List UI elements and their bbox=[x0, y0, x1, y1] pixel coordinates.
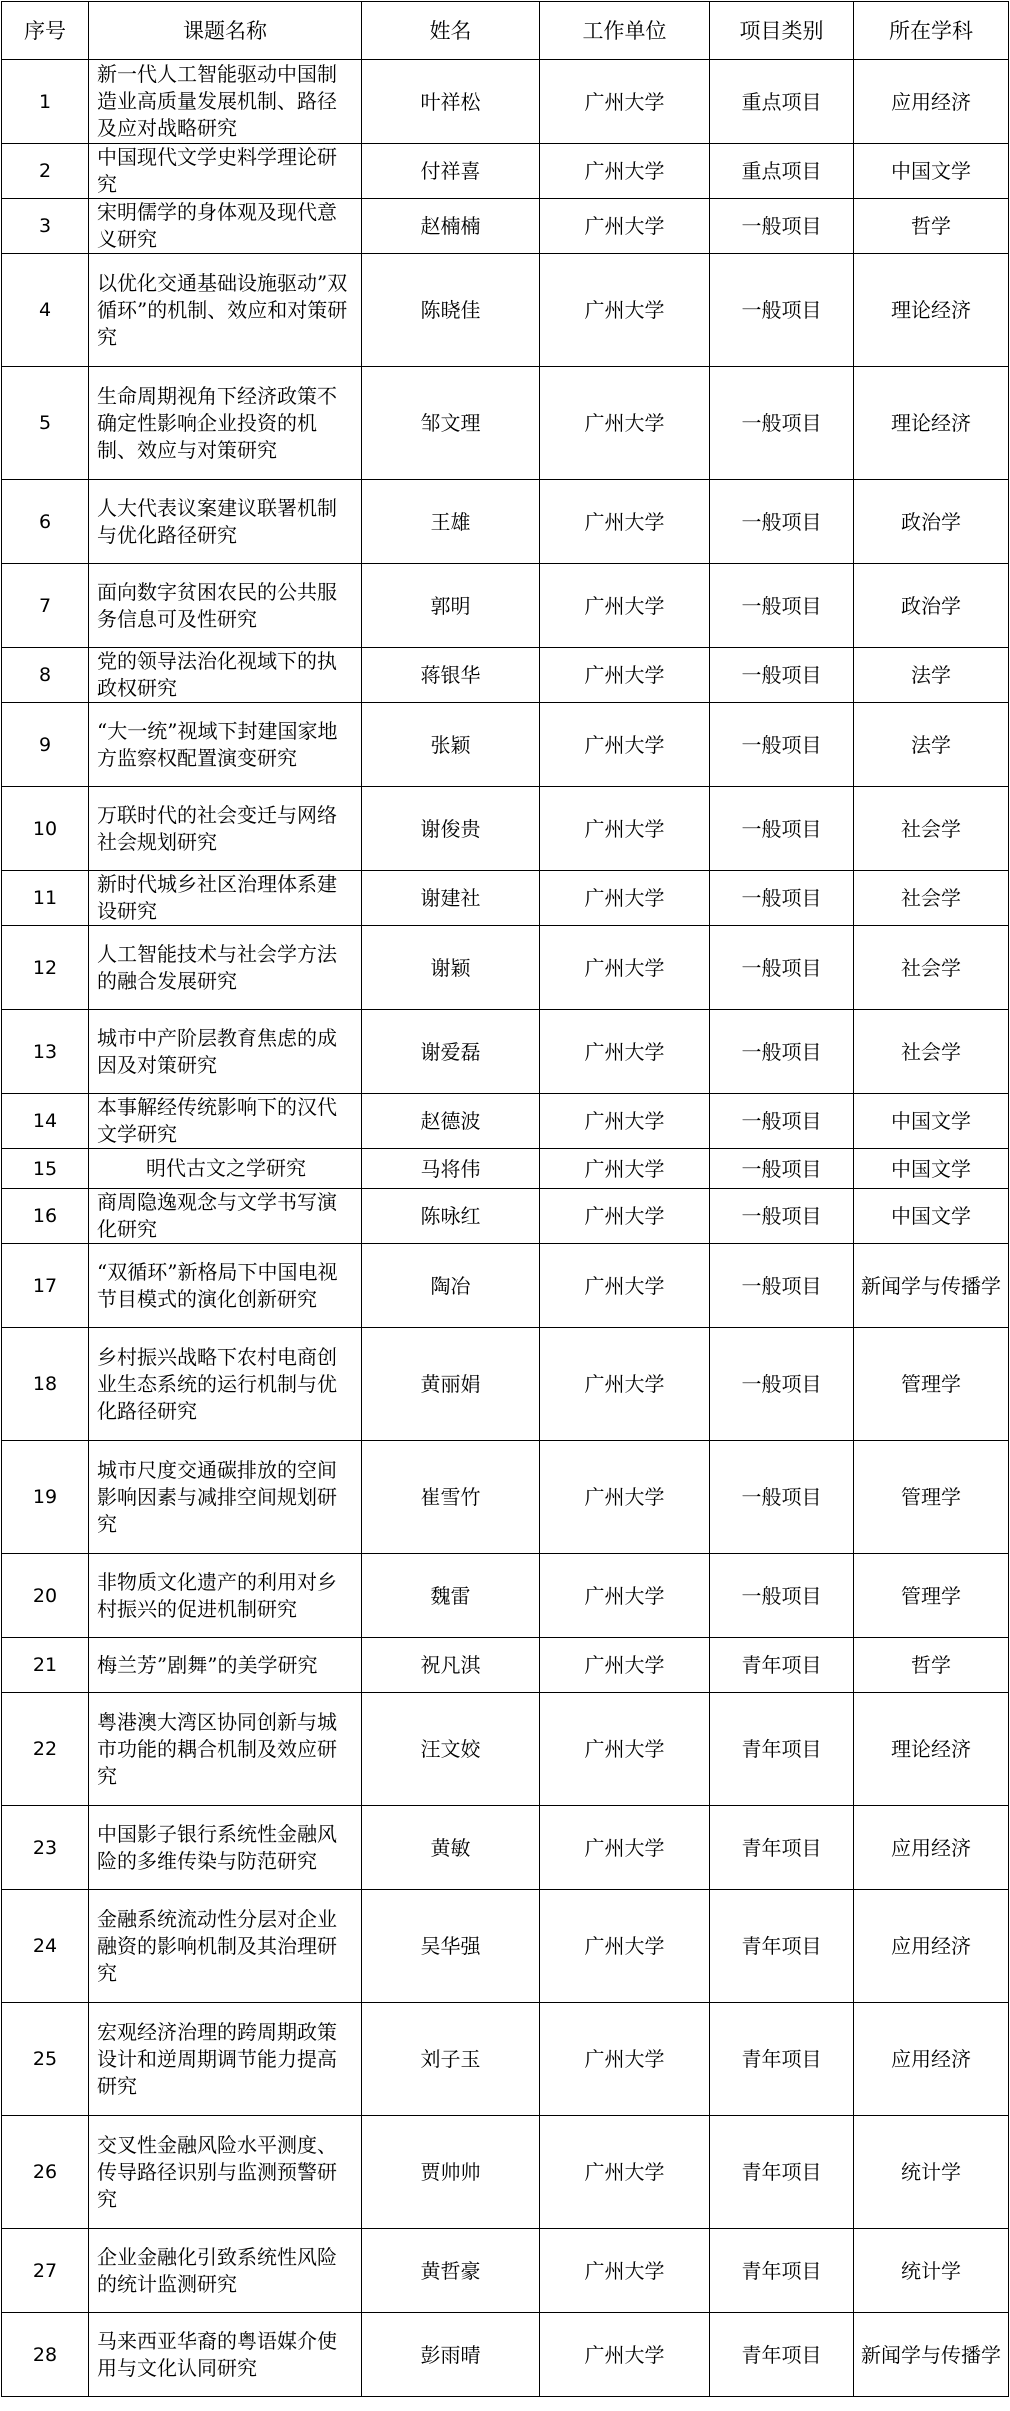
discipline: 法学 bbox=[854, 703, 1009, 787]
table-row bbox=[2, 1806, 1009, 1890]
row-number: 9 bbox=[2, 703, 89, 787]
project-category: 一般项目 bbox=[710, 1554, 854, 1638]
project-title: 人工智能技术与社会学方法的融合发展研究 bbox=[89, 926, 362, 1010]
researcher-name: 郭明 bbox=[362, 564, 540, 648]
discipline: 应用经济 bbox=[854, 1806, 1009, 1890]
discipline: 社会学 bbox=[854, 926, 1009, 1010]
row-number: 4 bbox=[2, 254, 89, 367]
project-title: 人大代表议案建议联署机制与优化路径研究 bbox=[89, 480, 362, 564]
project-title: 粤港澳大湾区协同创新与城市功能的耦合机制及效应研究 bbox=[89, 1693, 362, 1806]
researcher-name: 刘子玉 bbox=[362, 2003, 540, 2116]
row-number: 7 bbox=[2, 564, 89, 648]
work-unit: 广州大学 bbox=[540, 199, 710, 254]
row-number: 27 bbox=[2, 2229, 89, 2313]
work-unit: 广州大学 bbox=[540, 564, 710, 648]
researcher-name: 付祥喜 bbox=[362, 144, 540, 199]
researcher-name: 谢爱磊 bbox=[362, 1010, 540, 1094]
project-title: 乡村振兴战略下农村电商创业生态系统的运行机制与优化路径研究 bbox=[89, 1328, 362, 1441]
project-title: 马来西亚华裔的粤语媒介使用与文化认同研究 bbox=[89, 2313, 362, 2397]
project-title: 宋明儒学的身体观及现代意义研究 bbox=[89, 199, 362, 254]
project-category: 青年项目 bbox=[710, 1890, 854, 2003]
table-row bbox=[2, 1328, 1009, 1441]
researcher-name: 崔雪竹 bbox=[362, 1441, 540, 1554]
project-title: 新时代城乡社区治理体系建设研究 bbox=[89, 871, 362, 926]
discipline: 理论经济 bbox=[854, 1693, 1009, 1806]
discipline: 政治学 bbox=[854, 480, 1009, 564]
discipline: 中国文学 bbox=[854, 144, 1009, 199]
row-number: 10 bbox=[2, 787, 89, 871]
row-number: 18 bbox=[2, 1328, 89, 1441]
project-list-table bbox=[1, 1, 1009, 2397]
project-category: 一般项目 bbox=[710, 1441, 854, 1554]
table-row bbox=[2, 787, 1009, 871]
project-category: 一般项目 bbox=[710, 1010, 854, 1094]
project-category: 一般项目 bbox=[710, 1189, 854, 1244]
project-category: 一般项目 bbox=[710, 564, 854, 648]
researcher-name: 陶冶 bbox=[362, 1244, 540, 1328]
researcher-name: 张颖 bbox=[362, 703, 540, 787]
project-category: 一般项目 bbox=[710, 1149, 854, 1189]
project-category: 一般项目 bbox=[710, 1244, 854, 1328]
project-title: “大一统”视域下封建国家地方监察权配置演变研究 bbox=[89, 703, 362, 787]
discipline: 中国文学 bbox=[854, 1149, 1009, 1189]
project-title: 万联时代的社会变迁与网络社会规划研究 bbox=[89, 787, 362, 871]
project-category: 青年项目 bbox=[710, 2229, 854, 2313]
project-title: 梅兰芳”剧舞”的美学研究 bbox=[89, 1638, 362, 1693]
project-title: 新一代人工智能驱动中国制造业高质量发展机制、路径及应对战略研究 bbox=[89, 60, 362, 144]
researcher-name: 魏雷 bbox=[362, 1554, 540, 1638]
project-category: 一般项目 bbox=[710, 480, 854, 564]
project-title: 面向数字贫困农民的公共服务信息可及性研究 bbox=[89, 564, 362, 648]
work-unit: 广州大学 bbox=[540, 1244, 710, 1328]
work-unit: 广州大学 bbox=[540, 2003, 710, 2116]
row-number: 22 bbox=[2, 1693, 89, 1806]
table-row bbox=[2, 2116, 1009, 2229]
project-category: 青年项目 bbox=[710, 2116, 854, 2229]
row-number: 17 bbox=[2, 1244, 89, 1328]
work-unit: 广州大学 bbox=[540, 1010, 710, 1094]
table-row bbox=[2, 60, 1009, 144]
work-unit: 广州大学 bbox=[540, 787, 710, 871]
project-category: 一般项目 bbox=[710, 871, 854, 926]
project-category: 青年项目 bbox=[710, 1693, 854, 1806]
table-body bbox=[2, 60, 1009, 2397]
researcher-name: 祝凡淇 bbox=[362, 1638, 540, 1693]
work-unit: 广州大学 bbox=[540, 648, 710, 703]
project-category: 青年项目 bbox=[710, 1806, 854, 1890]
table-row bbox=[2, 1010, 1009, 1094]
project-category: 一般项目 bbox=[710, 787, 854, 871]
researcher-name: 邹文理 bbox=[362, 367, 540, 480]
row-number: 26 bbox=[2, 2116, 89, 2229]
table-row bbox=[2, 871, 1009, 926]
row-number: 28 bbox=[2, 2313, 89, 2397]
table-row bbox=[2, 1149, 1009, 1189]
header-discipline: 所在学科 bbox=[854, 2, 1009, 60]
table-row bbox=[2, 199, 1009, 254]
project-category: 一般项目 bbox=[710, 254, 854, 367]
project-title: 商周隐逸观念与文学书写演化研究 bbox=[89, 1189, 362, 1244]
discipline: 应用经济 bbox=[854, 60, 1009, 144]
researcher-name: 黄敏 bbox=[362, 1806, 540, 1890]
project-category: 青年项目 bbox=[710, 1638, 854, 1693]
table-row bbox=[2, 2313, 1009, 2397]
discipline: 应用经济 bbox=[854, 1890, 1009, 2003]
table-row bbox=[2, 480, 1009, 564]
project-category: 一般项目 bbox=[710, 926, 854, 1010]
project-title: 交叉性金融风险水平测度、传导路径识别与监测预警研究 bbox=[89, 2116, 362, 2229]
discipline: 社会学 bbox=[854, 871, 1009, 926]
work-unit: 广州大学 bbox=[540, 60, 710, 144]
header-category: 项目类别 bbox=[710, 2, 854, 60]
work-unit: 广州大学 bbox=[540, 480, 710, 564]
researcher-name: 黄哲豪 bbox=[362, 2229, 540, 2313]
project-title: 中国影子银行系统性金融风险的多维传染与防范研究 bbox=[89, 1806, 362, 1890]
discipline: 管理学 bbox=[854, 1328, 1009, 1441]
table-row bbox=[2, 1693, 1009, 1806]
discipline: 社会学 bbox=[854, 1010, 1009, 1094]
discipline: 管理学 bbox=[854, 1441, 1009, 1554]
discipline: 应用经济 bbox=[854, 2003, 1009, 2116]
row-number: 23 bbox=[2, 1806, 89, 1890]
project-title: 生命周期视角下经济政策不确定性影响企业投资的机制、效应与对策研究 bbox=[89, 367, 362, 480]
work-unit: 广州大学 bbox=[540, 367, 710, 480]
discipline: 政治学 bbox=[854, 564, 1009, 648]
row-number: 25 bbox=[2, 2003, 89, 2116]
table-row bbox=[2, 1244, 1009, 1328]
discipline: 中国文学 bbox=[854, 1189, 1009, 1244]
table-row bbox=[2, 1441, 1009, 1554]
discipline: 理论经济 bbox=[854, 254, 1009, 367]
project-title: 城市尺度交通碳排放的空间影响因素与减排空间规划研究 bbox=[89, 1441, 362, 1554]
row-number: 11 bbox=[2, 871, 89, 926]
project-title: 城市中产阶层教育焦虑的成因及对策研究 bbox=[89, 1010, 362, 1094]
project-category: 重点项目 bbox=[710, 60, 854, 144]
project-title: 宏观经济治理的跨周期政策设计和逆周期调节能力提高研究 bbox=[89, 2003, 362, 2116]
row-number: 5 bbox=[2, 367, 89, 480]
project-title: 金融系统流动性分层对企业融资的影响机制及其治理研究 bbox=[89, 1890, 362, 2003]
row-number: 8 bbox=[2, 648, 89, 703]
project-category: 青年项目 bbox=[710, 2003, 854, 2116]
work-unit: 广州大学 bbox=[540, 1094, 710, 1149]
row-number: 24 bbox=[2, 1890, 89, 2003]
table-row bbox=[2, 144, 1009, 199]
work-unit: 广州大学 bbox=[540, 703, 710, 787]
researcher-name: 吴华强 bbox=[362, 1890, 540, 2003]
table-row bbox=[2, 1554, 1009, 1638]
work-unit: 广州大学 bbox=[540, 1806, 710, 1890]
row-number: 13 bbox=[2, 1010, 89, 1094]
project-title: 非物质文化遗产的利用对乡村振兴的促进机制研究 bbox=[89, 1554, 362, 1638]
header-row bbox=[2, 2, 1009, 60]
researcher-name: 汪文姣 bbox=[362, 1693, 540, 1806]
discipline: 管理学 bbox=[854, 1554, 1009, 1638]
discipline: 哲学 bbox=[854, 199, 1009, 254]
header-unit: 工作单位 bbox=[540, 2, 710, 60]
researcher-name: 谢俊贵 bbox=[362, 787, 540, 871]
project-category: 一般项目 bbox=[710, 367, 854, 480]
researcher-name: 马将伟 bbox=[362, 1149, 540, 1189]
researcher-name: 赵德波 bbox=[362, 1094, 540, 1149]
table-row bbox=[2, 926, 1009, 1010]
row-number: 21 bbox=[2, 1638, 89, 1693]
work-unit: 广州大学 bbox=[540, 144, 710, 199]
project-category: 一般项目 bbox=[710, 703, 854, 787]
discipline: 新闻学与传播学 bbox=[854, 1244, 1009, 1328]
table-row bbox=[2, 1890, 1009, 2003]
project-category: 一般项目 bbox=[710, 1094, 854, 1149]
table-row bbox=[2, 703, 1009, 787]
work-unit: 广州大学 bbox=[540, 871, 710, 926]
researcher-name: 彭雨晴 bbox=[362, 2313, 540, 2397]
work-unit: 广州大学 bbox=[540, 254, 710, 367]
project-category: 一般项目 bbox=[710, 1328, 854, 1441]
row-number: 14 bbox=[2, 1094, 89, 1149]
row-number: 20 bbox=[2, 1554, 89, 1638]
table-row bbox=[2, 1638, 1009, 1693]
work-unit: 广州大学 bbox=[540, 1554, 710, 1638]
discipline: 统计学 bbox=[854, 2116, 1009, 2229]
work-unit: 广州大学 bbox=[540, 1890, 710, 2003]
work-unit: 广州大学 bbox=[540, 1693, 710, 1806]
header-title: 课题名称 bbox=[89, 2, 362, 60]
work-unit: 广州大学 bbox=[540, 1149, 710, 1189]
project-title: 中国现代文学史料学理论研究 bbox=[89, 144, 362, 199]
discipline: 理论经济 bbox=[854, 367, 1009, 480]
project-category: 重点项目 bbox=[710, 144, 854, 199]
discipline: 中国文学 bbox=[854, 1094, 1009, 1149]
researcher-name: 贾帅帅 bbox=[362, 2116, 540, 2229]
project-title: 企业金融化引致系统性风险的统计监测研究 bbox=[89, 2229, 362, 2313]
researcher-name: 谢颖 bbox=[362, 926, 540, 1010]
work-unit: 广州大学 bbox=[540, 2116, 710, 2229]
table-row bbox=[2, 648, 1009, 703]
project-category: 一般项目 bbox=[710, 199, 854, 254]
header-name: 姓名 bbox=[362, 2, 540, 60]
discipline: 法学 bbox=[854, 648, 1009, 703]
table-row bbox=[2, 564, 1009, 648]
work-unit: 广州大学 bbox=[540, 926, 710, 1010]
table-row bbox=[2, 1094, 1009, 1149]
project-title: 党的领导法治化视域下的执政权研究 bbox=[89, 648, 362, 703]
row-number: 6 bbox=[2, 480, 89, 564]
table-row bbox=[2, 1189, 1009, 1244]
project-category: 青年项目 bbox=[710, 2313, 854, 2397]
researcher-name: 叶祥松 bbox=[362, 60, 540, 144]
discipline: 统计学 bbox=[854, 2229, 1009, 2313]
work-unit: 广州大学 bbox=[540, 1441, 710, 1554]
table-row bbox=[2, 367, 1009, 480]
project-title: 以优化交通基础设施驱动”双循环”的机制、效应和对策研究 bbox=[89, 254, 362, 367]
table-row bbox=[2, 254, 1009, 367]
header-no: 序号 bbox=[2, 2, 89, 60]
project-category: 一般项目 bbox=[710, 648, 854, 703]
row-number: 19 bbox=[2, 1441, 89, 1554]
project-title: “双循环”新格局下中国电视节目模式的演化创新研究 bbox=[89, 1244, 362, 1328]
work-unit: 广州大学 bbox=[540, 1189, 710, 1244]
researcher-name: 蒋银华 bbox=[362, 648, 540, 703]
researcher-name: 陈咏红 bbox=[362, 1189, 540, 1244]
researcher-name: 王雄 bbox=[362, 480, 540, 564]
discipline: 哲学 bbox=[854, 1638, 1009, 1693]
row-number: 15 bbox=[2, 1149, 89, 1189]
row-number: 12 bbox=[2, 926, 89, 1010]
work-unit: 广州大学 bbox=[540, 1638, 710, 1693]
researcher-name: 黄丽娟 bbox=[362, 1328, 540, 1441]
table-row bbox=[2, 2229, 1009, 2313]
row-number: 1 bbox=[2, 60, 89, 144]
work-unit: 广州大学 bbox=[540, 2313, 710, 2397]
row-number: 16 bbox=[2, 1189, 89, 1244]
project-title: 本事解经传统影响下的汉代文学研究 bbox=[89, 1094, 362, 1149]
work-unit: 广州大学 bbox=[540, 1328, 710, 1441]
researcher-name: 赵楠楠 bbox=[362, 199, 540, 254]
discipline: 新闻学与传播学 bbox=[854, 2313, 1009, 2397]
row-number: 3 bbox=[2, 199, 89, 254]
table-row bbox=[2, 2003, 1009, 2116]
row-number: 2 bbox=[2, 144, 89, 199]
project-title: 明代古文之学研究 bbox=[89, 1149, 362, 1189]
work-unit: 广州大学 bbox=[540, 2229, 710, 2313]
researcher-name: 陈晓佳 bbox=[362, 254, 540, 367]
researcher-name: 谢建社 bbox=[362, 871, 540, 926]
discipline: 社会学 bbox=[854, 787, 1009, 871]
